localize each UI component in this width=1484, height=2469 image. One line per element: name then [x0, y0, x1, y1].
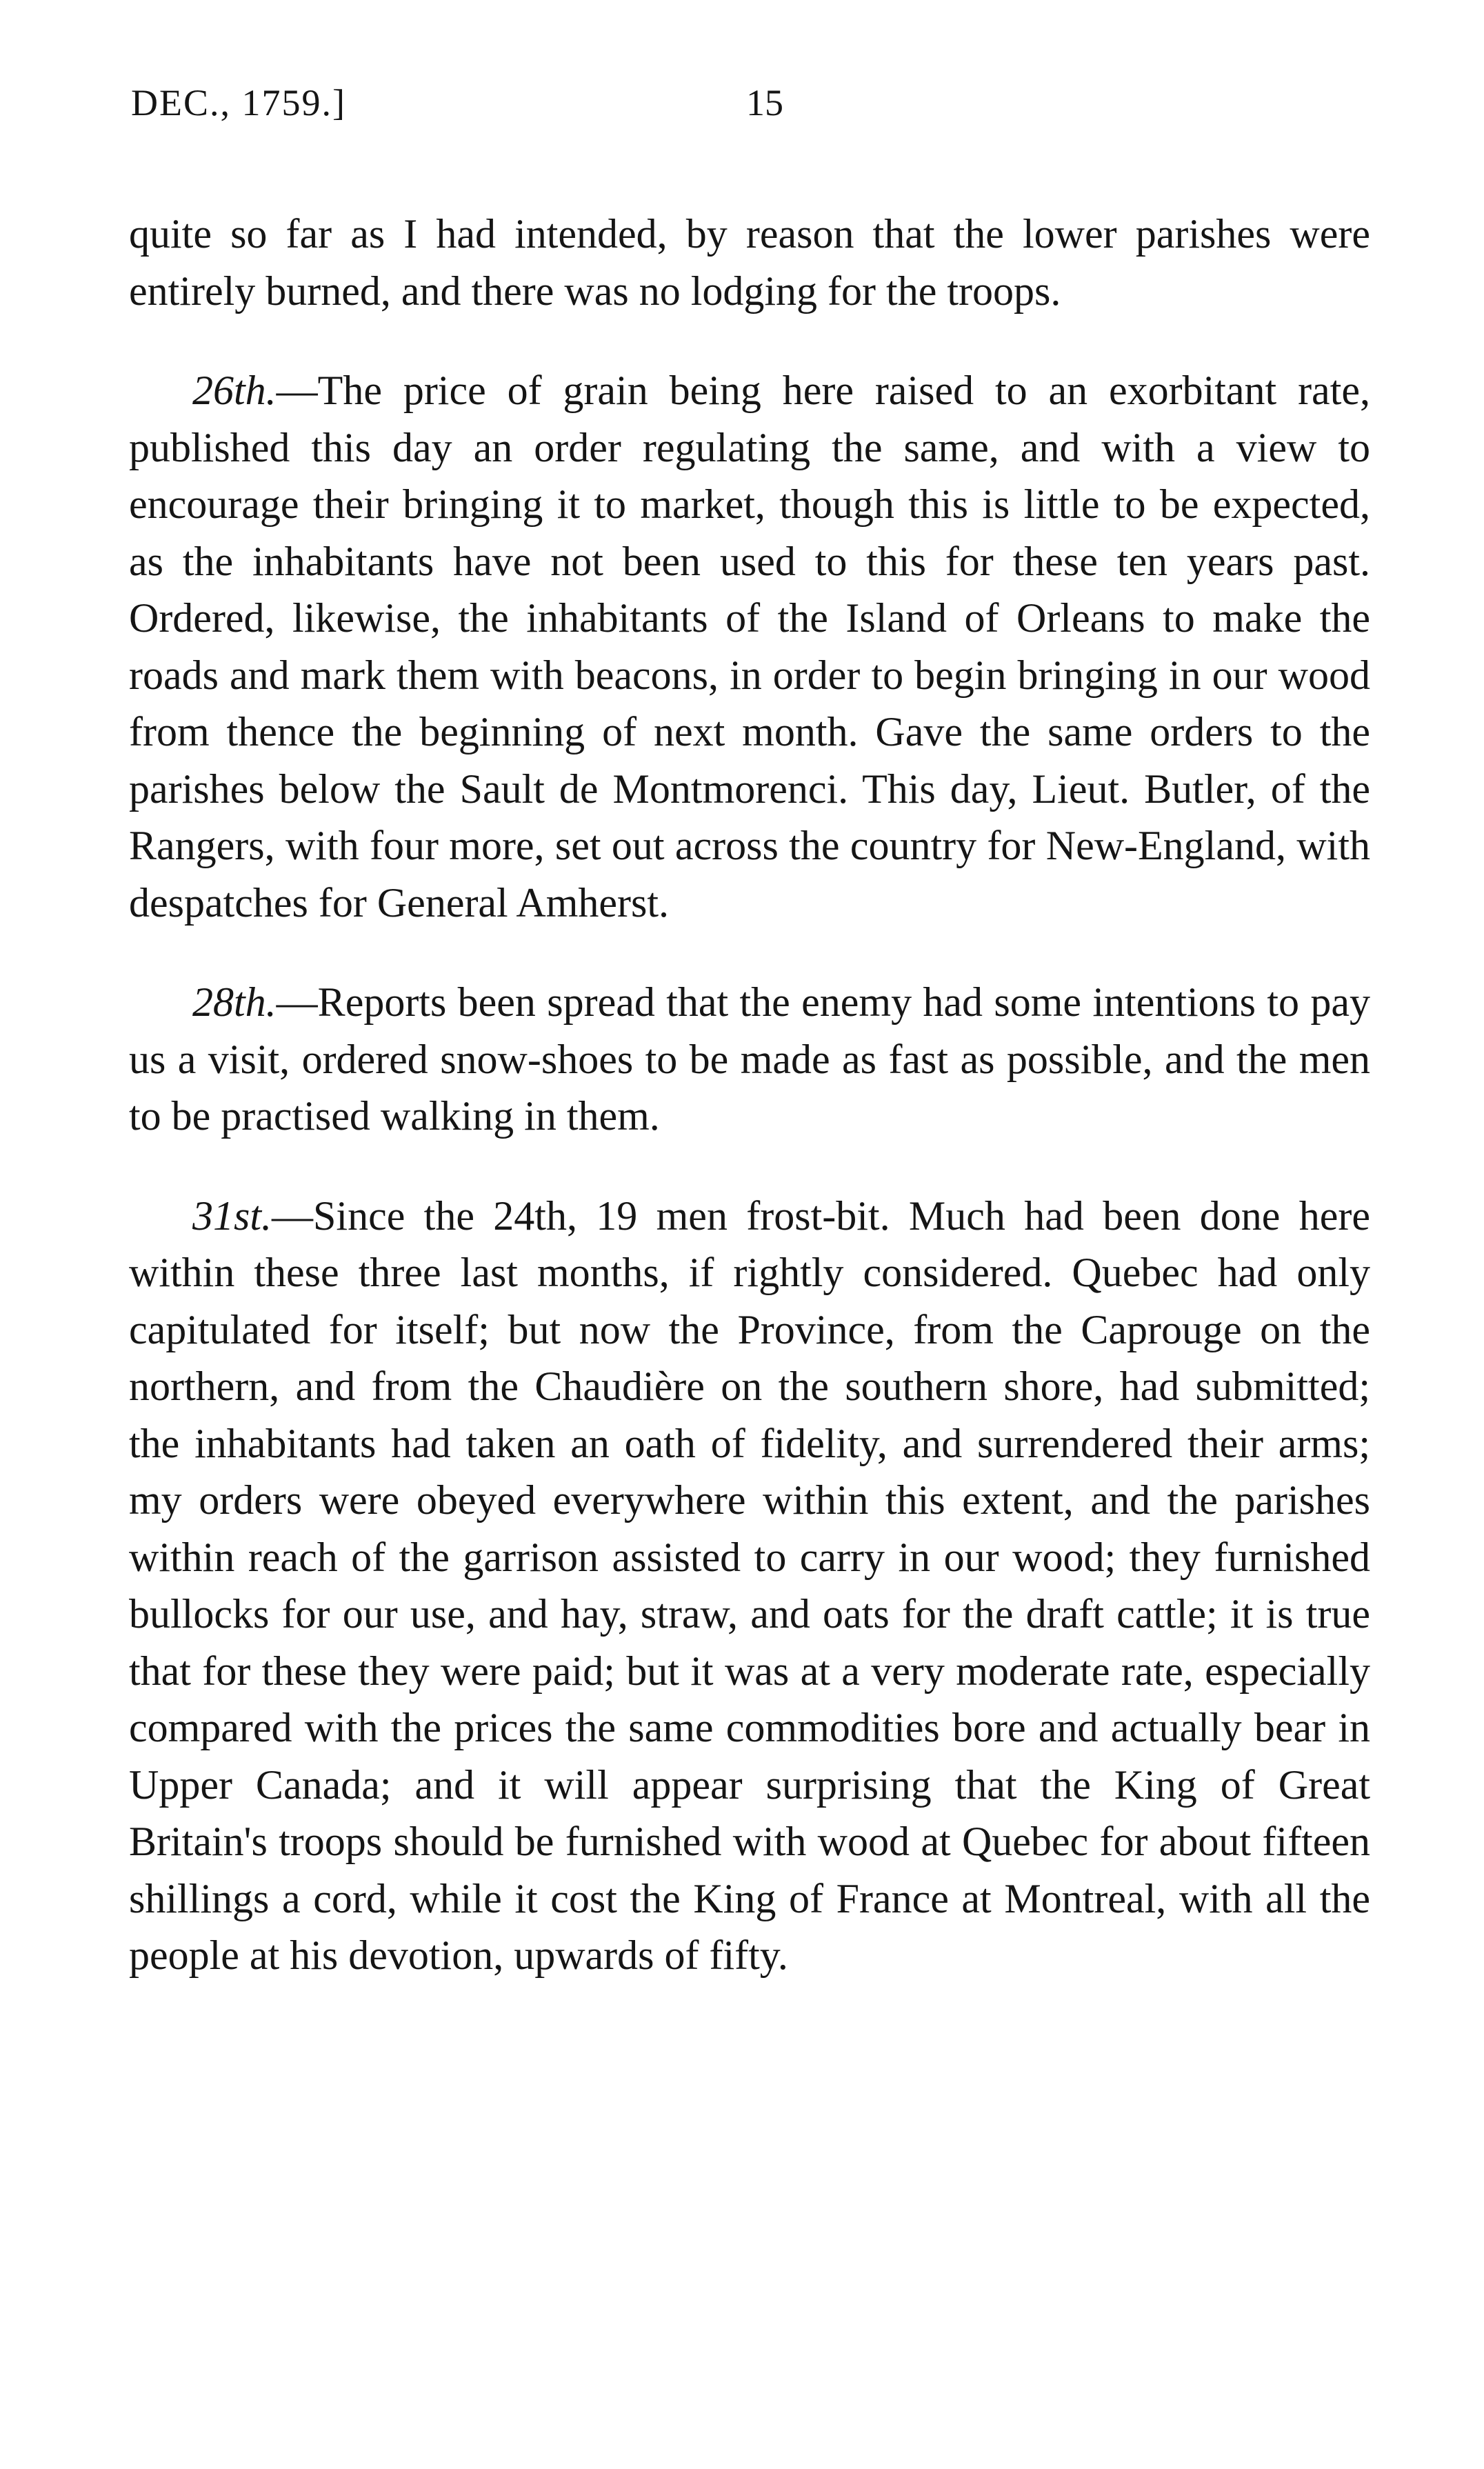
- paragraph-continuation: [129, 206, 1370, 319]
- entry-dash: —: [272, 1192, 314, 1239]
- entry-date: 31st.: [192, 1192, 272, 1239]
- body-text: [129, 206, 1370, 1984]
- entry-dash: —: [276, 979, 318, 1025]
- running-head: DEC., 1759.]: [131, 82, 346, 123]
- paragraph-text: Since the 24th, 19 men frost-bit. Much had been done here within these three last months, if rightly considered. Quebec had only capitulated for itself; but now the Province, from the Caprouge on the northern, and from the Chaudière on the southern shore, had submitted; the inhabitants had taken an oath of fidelity, and surrendered their arms; my orders were obeyed everywhere within this extent, and the parishes within reach of the garrison assisted to carry in our wood; they furnished bullocks for our use, and hay, straw, and oats for the draft cattle; it is true that for these they were paid; but it was at a very moderate rate, especially compared with the prices the same commodities bore and actually bear in Upper Canada; and it will appear surprising that the King of Great Britain's troops should be furnished with wood at Quebec for about fifteen shillings a cord, while it cost the King of France at Montreal, with all the people at his devotion, upwards of fifty.: [129, 1192, 1370, 1978]
- paragraph-entry-28th: [129, 974, 1370, 1145]
- page-header: [131, 81, 1372, 137]
- entry-dash: —: [276, 368, 318, 413]
- paragraph-entry-26th: [129, 362, 1370, 931]
- entry-date: 26th.: [192, 368, 277, 413]
- paragraph-text: Reports been spread that the enemy had some intentions to pay us a visit, ordered snow-shoes to be made as fast as possible, and the men to be practised walking in them.: [129, 979, 1370, 1139]
- page-number: 15: [746, 82, 783, 123]
- paragraph-text: The price of grain being here raised to an exorbitant rate, published this day an order regulating the same, and with a view to encourage their bringing it to market, though this is little to be expected, as the inhabitants have not been used to this for these ten years past. Ordered, likewise, the inhabitants of the Island of Orleans to make the roads and mark them with beacons, in order to begin bringing in our wood from thence the beginning of next month. Gave the same orders to the parishes below the Sault de Montmorenci. This day, Lieut. Butler, of the Rangers, with four more, set out across the country for New-England, with despatches for General Amherst.: [129, 368, 1370, 926]
- paragraph-entry-31st: [129, 1188, 1370, 1984]
- entry-date: 28th.: [192, 979, 277, 1025]
- paragraph-text: quite so far as I had intended, by reason that the lower parishes were entirely burned, and there was no lodging for the troops.: [129, 211, 1370, 314]
